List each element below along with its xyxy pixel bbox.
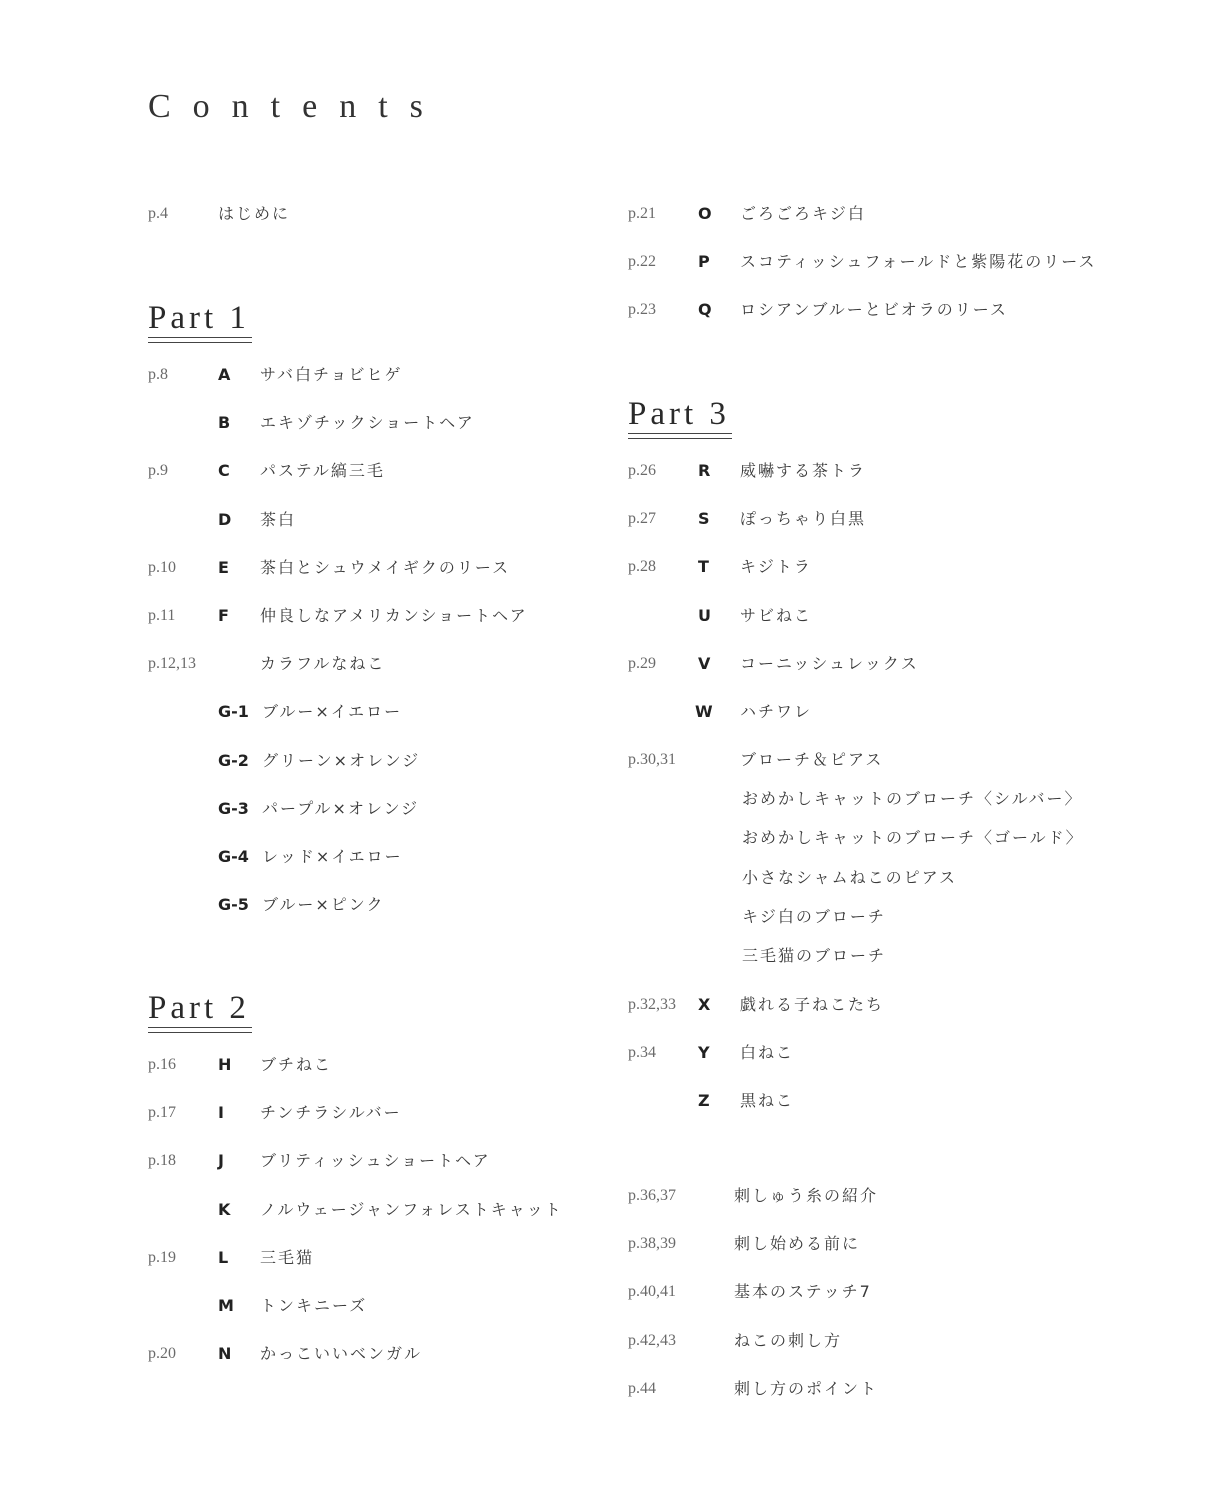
page-title: Contents [148, 88, 445, 125]
entry-label: キジトラ [740, 557, 812, 577]
entry-code: B [218, 413, 231, 433]
entry-label: 刺し方のポイント [734, 1378, 879, 1398]
entry-label: 三毛猫のブローチ [742, 946, 887, 966]
entry-label: 小さなシャムねこのピアス [742, 867, 958, 887]
entry-label: 刺し始める前に [734, 1234, 861, 1254]
entry-code: E [218, 557, 229, 577]
page-number: p.4 [148, 205, 168, 222]
page-number: p.26 [628, 462, 656, 479]
entry-code: Q [698, 300, 712, 320]
entry-code: S [698, 509, 710, 529]
toc-entry[interactable] [628, 200, 1098, 228]
toc-entry[interactable] [148, 795, 618, 823]
page-number: p.38,39 [628, 1235, 676, 1253]
entry-code: G-4 [218, 847, 249, 866]
entry-label: コーニッシュレックス [740, 653, 919, 673]
toc-entry[interactable] [148, 1292, 618, 1320]
entry-label: グリーン×オレンジ [262, 750, 421, 770]
entry-label: 仲良しなアメリカンショートヘア [260, 606, 528, 625]
toc-entry[interactable] [148, 1147, 618, 1175]
entry-label: カラフルなねこ [260, 654, 386, 674]
entry-code: G-5 [218, 895, 249, 915]
entry-label: 茶白とシュウメイギクのリース [260, 557, 511, 577]
page-number: p.22 [628, 253, 656, 271]
entry-code: I [218, 1103, 224, 1123]
entry-label: ブルー×イエロー [262, 702, 403, 722]
toc-entry[interactable] [628, 698, 1098, 726]
entry-label: キジ白のブローチ [742, 906, 886, 926]
entry-label: チンチラシルバー [260, 1103, 402, 1123]
toc-entry[interactable] [148, 1099, 618, 1127]
entry-label: 戯れる子ねこたち [740, 995, 885, 1014]
entry-label: ハチワレ [740, 702, 813, 721]
toc-entry[interactable] [628, 505, 1098, 533]
toc-entry[interactable] [148, 457, 618, 485]
entry-label: ノルウェージャンフォレストキャット [260, 1199, 563, 1219]
toc-entry[interactable] [628, 553, 1098, 581]
page-number: p.11 [148, 607, 176, 624]
toc-entry[interactable] [148, 506, 618, 534]
entry-code: K [218, 1199, 231, 1219]
entry-code: U [698, 605, 711, 625]
heading-double-rule [628, 433, 732, 439]
page-number: p.28 [628, 558, 656, 576]
entry-label: ブリティッシュショートヘア [260, 1151, 491, 1171]
page-number: p.27 [628, 510, 656, 528]
entry-label: 黒ねこ [740, 1091, 795, 1111]
page-number: p.30,31 [628, 751, 676, 769]
entry-code: R [698, 461, 711, 480]
page-number: p.9 [148, 462, 168, 480]
entry-code: H [218, 1055, 232, 1074]
page-number: p.21 [628, 205, 656, 222]
page-number: p.19 [148, 1248, 176, 1266]
entry-label: レッド×イエロー [262, 847, 403, 866]
toc-entry[interactable] [628, 296, 1098, 324]
entry-label: ブローチ＆ピアス [740, 750, 884, 770]
toc-entry[interactable] [628, 602, 1098, 630]
entry-label: ブルー×ピンク [262, 895, 385, 915]
page-number: p.10 [148, 558, 176, 576]
page-number: p.44 [628, 1379, 656, 1397]
page-number: p.20 [148, 1345, 176, 1363]
heading-double-rule [148, 1027, 252, 1033]
toc-entry[interactable] [628, 248, 1098, 276]
toc-entry[interactable] [628, 1039, 1098, 1067]
toc-entry[interactable] [148, 1244, 618, 1272]
toc-entry[interactable] [628, 746, 1098, 774]
toc-entry[interactable] [148, 698, 618, 726]
part-3-heading: Part 3 [628, 398, 730, 431]
entry-code: M [218, 1296, 234, 1315]
entry-code: J [218, 1151, 224, 1171]
toc-entry[interactable] [628, 650, 1098, 678]
entry-label: はじめに [218, 204, 291, 223]
entry-code: D [218, 509, 232, 529]
part-2-heading: Part 2 [148, 992, 250, 1025]
toc-entry[interactable] [628, 1327, 1098, 1355]
page-number: p.23 [628, 301, 656, 319]
page-number: p.32,33 [628, 996, 676, 1013]
entry-code: X [698, 995, 711, 1014]
entry-label: トンキニーズ [260, 1296, 368, 1315]
toc-entry[interactable] [148, 747, 618, 775]
toc-entry[interactable] [628, 1087, 1098, 1115]
entry-label: ぽっちゃり白黒 [740, 509, 867, 529]
entry-label: ごろごろキジ白 [740, 204, 866, 223]
entry-label: 白ねこ [740, 1043, 795, 1063]
entry-code: A [218, 365, 231, 384]
entry-label: サビねこ [740, 605, 813, 625]
heading-double-rule [148, 337, 252, 343]
toc-entry[interactable] [628, 1230, 1098, 1258]
entry-code: N [218, 1344, 232, 1364]
entry-code: Y [698, 1043, 710, 1063]
toc-entry[interactable] [148, 361, 618, 389]
entry-label: ねこの刺し方 [734, 1330, 843, 1350]
toc-entry[interactable] [628, 1375, 1098, 1403]
page-number: p.29 [628, 654, 656, 672]
entry-code: P [698, 252, 710, 272]
entry-label: おめかしキャットのブローチ〈シルバー〉 [742, 789, 1083, 808]
toc-entry[interactable] [628, 1182, 1098, 1210]
page-number: p.18 [148, 1152, 176, 1170]
entry-label: 刺しゅう糸の紹介 [734, 1186, 879, 1205]
toc-entry-intro[interactable] [148, 200, 568, 228]
page-number: p.8 [148, 366, 168, 383]
entry-code: G-3 [218, 798, 249, 818]
part-1-heading: Part 1 [148, 302, 250, 335]
page-number: p.42,43 [628, 1331, 676, 1349]
entry-code: G-2 [218, 750, 249, 770]
entry-code: C [218, 461, 230, 481]
toc-entry[interactable] [148, 891, 618, 919]
entry-label: ブチねこ [260, 1055, 333, 1074]
page-number: p.34 [628, 1044, 656, 1062]
page-number: p.36,37 [628, 1187, 676, 1204]
page-number: p.16 [148, 1056, 176, 1073]
toc-entry[interactable] [148, 409, 618, 437]
entry-label: 茶白 [260, 509, 297, 529]
toc-entry[interactable] [628, 457, 1098, 485]
entry-code: T [698, 557, 709, 577]
entry-code: G-1 [218, 702, 249, 722]
entry-label: ロシアンブルーとビオラのリース [740, 300, 1008, 320]
entry-label: おめかしキャットのブローチ〈ゴールド〉 [742, 828, 1084, 848]
page-number: p.12,13 [148, 655, 196, 673]
toc-entry[interactable] [148, 650, 618, 678]
entry-label: 威嚇する茶トラ [740, 461, 867, 480]
toc-entry[interactable] [148, 554, 618, 582]
toc-entry[interactable] [628, 1278, 1098, 1306]
entry-code: V [698, 653, 711, 673]
entry-code: L [218, 1247, 229, 1267]
entry-code: W [695, 702, 713, 721]
toc-entry[interactable] [148, 1340, 618, 1368]
toc-entry[interactable] [148, 1051, 618, 1079]
entry-label: 三毛猫 [260, 1247, 315, 1267]
toc-entry[interactable] [148, 602, 618, 630]
page-number: p.17 [148, 1104, 176, 1122]
entry-code: Z [698, 1091, 710, 1111]
entry-code: O [698, 204, 712, 223]
entry-code: F [218, 606, 229, 625]
entry-label: パステル縞三毛 [260, 461, 385, 481]
page-number: p.40,41 [628, 1283, 676, 1301]
entry-label: スコティッシュフォールドと紫陽花のリース [740, 252, 1097, 272]
entry-label: かっこいいベンガル [260, 1344, 423, 1364]
entry-label: パープル×オレンジ [262, 798, 420, 818]
entry-label: サバ白チョビヒゲ [260, 365, 403, 384]
toc-entry[interactable] [148, 843, 618, 871]
entry-label: エキゾチックショートヘア [260, 413, 475, 433]
toc-entry[interactable] [628, 991, 1098, 1019]
entry-label: 基本のステッチ7 [734, 1282, 872, 1302]
toc-entry[interactable] [148, 1196, 618, 1224]
